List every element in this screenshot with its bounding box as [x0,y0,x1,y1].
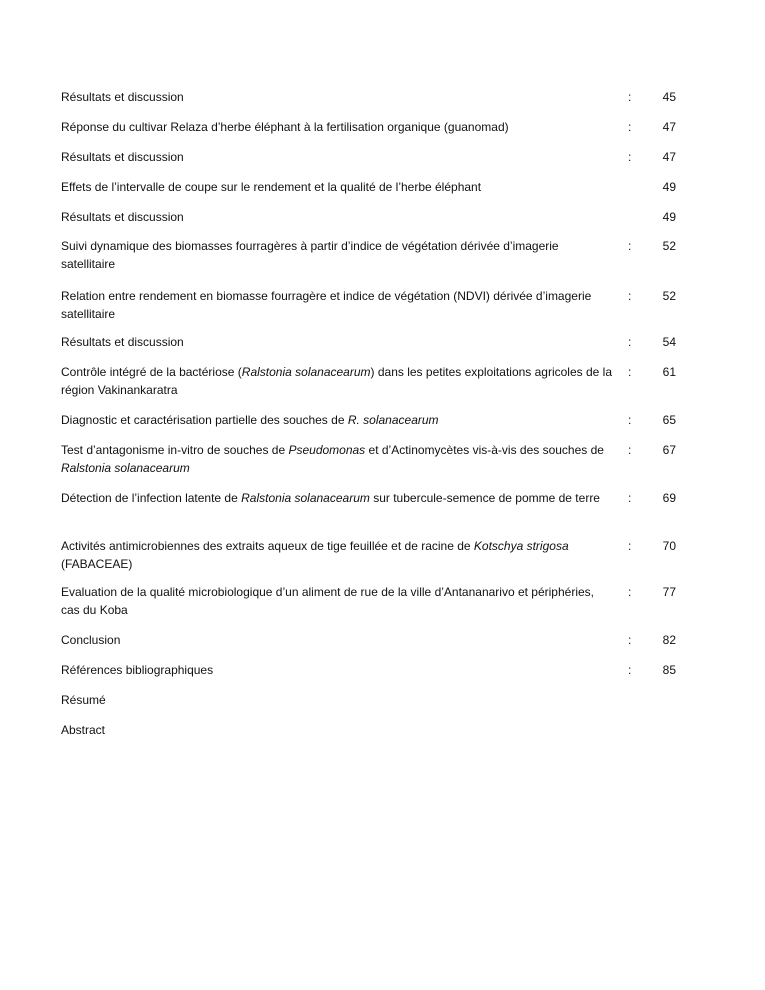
title-text: Suivi dynamique des biomasses fourragères à partir d’indice de végétation dérivée d’imagerie satellitaire [61,239,559,271]
separator-colon: : [628,633,632,647]
italic-species-name: Ralstonia solanacearum [61,461,190,475]
separator-colon: : [628,491,632,505]
separator-colon: : [628,239,632,253]
italic-species-name: R. solanacearum [347,413,439,427]
toc-entry-title [61,208,614,226]
title-text: et d’Actinomycètes vis-à-vis des souches de [365,443,604,457]
separator-colon: : [628,443,632,457]
italic-species-name: Ralstonia solanacearum [241,365,371,379]
toc-entry-title [61,287,614,323]
page-number: 65 [662,413,676,427]
separator-colon: : [628,120,632,134]
page-number: 77 [662,585,676,599]
page-number: 47 [662,120,676,134]
toc-entry-title [61,691,614,709]
separator-colon: : [628,663,632,677]
page-number: 52 [662,239,676,253]
title-text: Activités antimicrobiennes des extraits aqueux de tige feuillée et de racine de [61,539,474,553]
title-text: Détection de l’infection latente de [61,491,242,505]
title-text: Evaluation de la qualité microbiologique d’un aliment de rue de la ville d’Antananarivo et périphéries, cas du Koba [61,585,594,617]
title-text: Résultats et discussion [61,90,184,104]
title-text: Relation entre rendement en biomasse fourragère et indice de végétation (NDVI) dérivée d’imagerie satellitaire [61,289,592,321]
title-text: sur tubercule-semence de pomme de terre [369,491,600,505]
page-number: 70 [662,539,676,553]
page-number: 85 [662,663,676,677]
italic-species-name: Pseudomonas [288,443,366,457]
separator-colon: : [628,413,632,427]
separator-colon: : [628,90,632,104]
separator-colon: : [628,289,632,303]
title-text: Résumé [61,693,106,707]
toc-entry-title [61,178,614,196]
toc-entry-title [61,88,614,106]
separator-colon: : [628,585,632,599]
title-text: Résultats et discussion [61,150,184,164]
page-number: 54 [662,335,676,349]
title-text: Contrôle intégré de la bactériose ( [61,365,242,379]
title-text: Références bibliographiques [61,663,214,677]
italic-species-name: Kotschya strigosa [473,539,569,553]
page-number: 45 [662,90,676,104]
toc-entry-title [61,333,614,351]
toc-entry-title [61,631,614,649]
page-number: 82 [662,633,676,647]
title-text: Abstract [61,723,106,737]
italic-species-name: Ralstonia solanacearum [241,491,370,505]
toc-entry-title [61,583,614,619]
title-text: Résultats et discussion [61,335,184,349]
separator-colon: : [628,539,632,553]
title-text: Résultats et discussion [61,210,184,224]
title-text: Diagnostic et caractérisation partielle des souches de [61,413,348,427]
separator-colon: : [628,335,632,349]
toc-entry-title [61,721,614,739]
page-number: 49 [662,210,676,224]
toc-entry-title [61,537,614,573]
toc-entry-title [61,148,614,166]
toc-entry-title [61,237,614,273]
title-text: ) dans les petites exploitations agricoles de la région Vakinankaratra [61,365,613,397]
title-text: Réponse du cultivar Relaza d’herbe éléphant à la fertilisation organique (guanomad) [61,120,509,134]
toc-entry-title [61,441,614,477]
toc-entry-title [61,661,614,679]
page-number: 47 [662,150,676,164]
page-number: 49 [662,180,676,194]
toc-entry-title [61,489,614,507]
title-text: Test d’antagonisme in-vitro de souches de [61,443,289,457]
title-text: Effets de l’intervalle de coupe sur le rendement et la qualité de l’herbe éléphant [61,180,482,194]
title-text: Conclusion [61,633,121,647]
page-number: 67 [662,443,676,457]
title-text: (FABACEAE) [61,557,133,571]
page-number: 61 [662,365,676,379]
toc-entry-title [61,118,614,136]
page-number: 69 [662,491,676,505]
separator-colon: : [628,365,632,379]
toc-entry-title [61,363,614,399]
separator-colon: : [628,150,632,164]
page-number: 52 [662,289,676,303]
toc-entry-title [61,411,614,429]
